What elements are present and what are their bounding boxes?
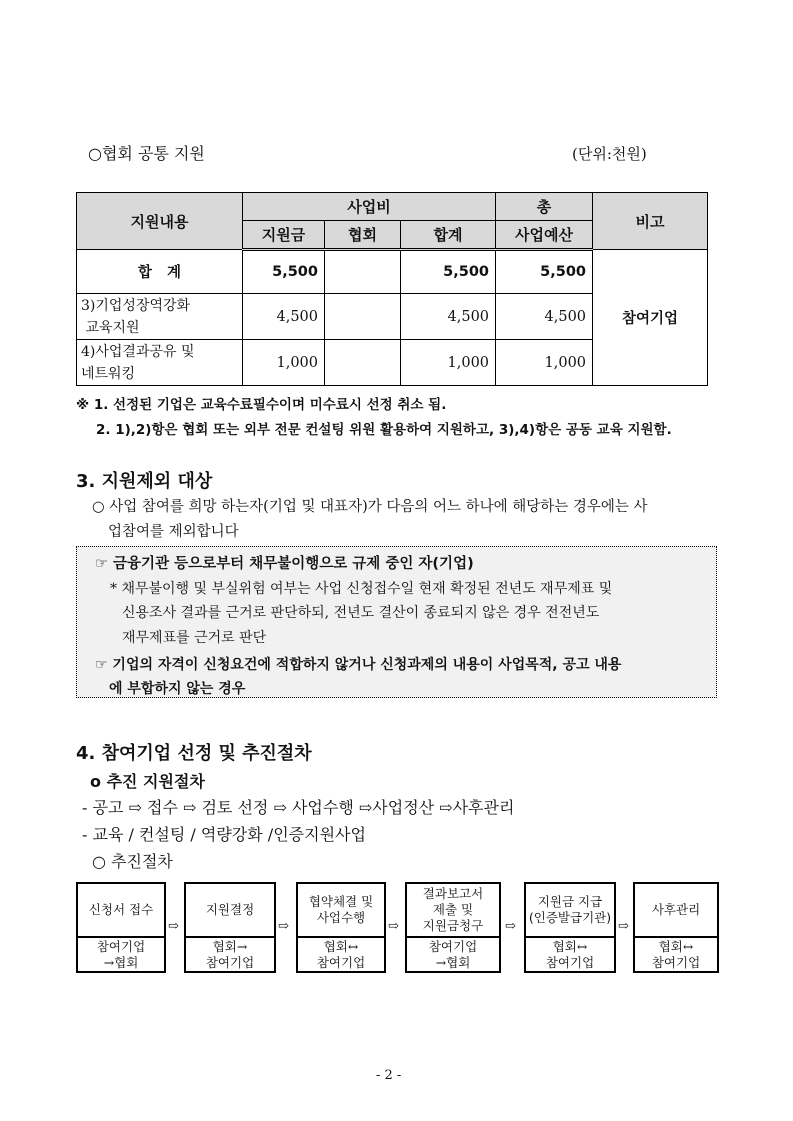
- flow-step-3-bottom: 협회↔ 참여기업: [296, 937, 386, 973]
- header-budget: 사업비: [243, 193, 496, 221]
- row-4-sum: 1,000: [401, 340, 496, 386]
- flow-step-6-top: 사후관리: [633, 882, 719, 938]
- header-sum: 합계: [401, 221, 496, 250]
- row-3-label-line2: 교육지원: [81, 319, 140, 336]
- flow-step-3-top: 협약체결 및 사업수행: [296, 882, 386, 938]
- section-3-intro-line1: ○ 사업 참여를 희망 하는자(기업 및 대표자)가 다음의 어느 하나에 해당하는 경우에는 사: [92, 499, 648, 515]
- process-line-2: - 교육 / 컨설팅 / 역량강화 /인증지원사업: [82, 825, 366, 844]
- header-total-line1: 총: [496, 193, 593, 221]
- header-remarks: 비고: [593, 193, 708, 250]
- flow-arrow-5: ⇨: [618, 919, 629, 934]
- flow-arrow-2: ⇨: [278, 919, 289, 934]
- row-4-label-line2: 네트워킹: [81, 365, 136, 382]
- exclusion-item-2-line2: 에 부합하지 않는 경우: [109, 681, 246, 697]
- row-4-label: [77, 340, 243, 386]
- exclusion-item-2-line1: ☞ 기업의 자격이 신청요건에 적합하지 않거나 신청과제의 내용이 사업목적, 공고 내용: [95, 657, 622, 673]
- flow-step-1-top: 신청서 접수: [76, 882, 166, 938]
- section-3-heading: 3. 지원제외 대상: [76, 471, 213, 492]
- row-total-total: 5,500: [496, 250, 593, 294]
- header-total-line2: 사업예산: [496, 221, 593, 250]
- row-4-subsidy: 1,000: [243, 340, 325, 386]
- flow-step-1-bottom: 참여기업 →협회: [76, 937, 166, 973]
- row-total-label: 합 계: [77, 250, 243, 294]
- remarks-cell: 참여기업: [593, 250, 708, 386]
- exclusion-sub-line3: 재무제표를 근거로 판단: [122, 630, 267, 646]
- exclusion-box: [76, 546, 717, 698]
- exclusion-sub-line1: * 채무불이행 및 부실위험 여부는 사업 신청접수일 현재 확정된 전년도 재무제표 및: [110, 581, 613, 597]
- row-3-sum: 4,500: [401, 294, 496, 340]
- flow-step-2-bottom: 협회→ 참여기업: [184, 937, 276, 973]
- flow-step-5-bottom: 협회↔ 참여기업: [524, 937, 616, 973]
- budget-table: [76, 192, 708, 386]
- header-subsidy: 지원금: [243, 221, 325, 250]
- row-3-label-line1: 3)기업성장역강화: [81, 297, 191, 314]
- flow-arrow-3: ⇨: [388, 919, 399, 934]
- flow-arrow-4: ⇨: [505, 919, 516, 934]
- row-4-label-line1: 4)사업결과공유 및: [81, 343, 195, 360]
- flow-step-4-bottom: 참여기업 →협회: [405, 937, 501, 973]
- flow-step-2-top: 지원결정: [184, 882, 276, 938]
- row-3-total: 4,500: [496, 294, 593, 340]
- process-line-1: - 공고 ⇨ 접수 ⇨ 검토 선정 ⇨ 사업수행 ⇨사업정산 ⇨사후관리: [82, 798, 515, 817]
- row-3-subsidy: 4,500: [243, 294, 325, 340]
- row-total-association: [325, 250, 401, 294]
- page-number: - 2 -: [376, 1068, 402, 1083]
- flow-arrow-1: ⇨: [168, 919, 179, 934]
- flow-step-6-bottom: 협회↔ 참여기업: [633, 937, 719, 973]
- unit-label: (단위:천원): [572, 145, 647, 163]
- exclusion-item-1: ☞ 금융기관 등으로부터 채무불이행으로 규제 중인 자(기업): [95, 556, 474, 572]
- exclusion-sub-line2: 신용조사 결과를 근거로 판단하되, 전년도 결산이 종료되지 않은 경우 전전년도: [122, 605, 600, 621]
- process-line-3: ○ 추진절차: [92, 852, 173, 871]
- header-association: 협회: [325, 221, 401, 250]
- header-content: 지원내용: [77, 193, 243, 250]
- note-1: ※ 1. 선정된 기업은 교육수료필수이며 미수료시 선정 취소 됨.: [76, 397, 447, 413]
- flow-step-5-top: 지원금 지급 (인증발급기관): [524, 882, 616, 938]
- row-3-association: [325, 294, 401, 340]
- row-3-label: [77, 294, 243, 340]
- row-4-association: [325, 340, 401, 386]
- section-4-heading: 4. 참여기업 선정 및 추진절차: [76, 743, 312, 764]
- section-4-subheading: o 추진 지원절차: [90, 772, 205, 791]
- row-total-sum: 5,500: [401, 250, 496, 294]
- flow-step-4-top: 결과보고서 제출 및 지원금청구: [405, 882, 501, 938]
- support-section-title: ○협회 공통 지원: [88, 144, 205, 163]
- section-3-intro-line2: 업참여를 제외합니다: [108, 524, 239, 540]
- row-4-total: 1,000: [496, 340, 593, 386]
- note-2: 2. 1),2)항은 협회 또는 외부 전문 컨설팅 위원 활용하여 지원하고, 3),4)항은 공동 교육 지원함.: [96, 422, 672, 438]
- row-total-subsidy: 5,500: [243, 250, 325, 294]
